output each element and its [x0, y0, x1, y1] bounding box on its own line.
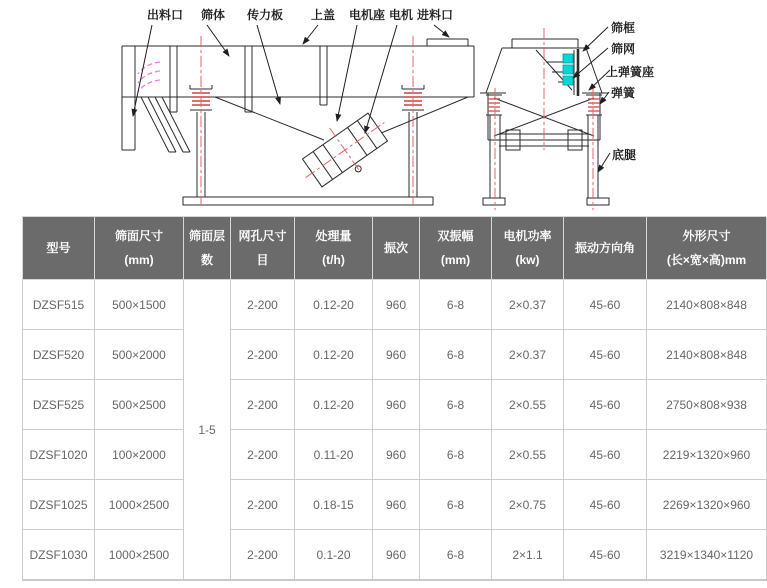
- cell-mesh-size: 2-200: [231, 380, 295, 430]
- label-bottom-leg: 底腿: [612, 148, 637, 162]
- cell-screen-size: 1000×2500: [95, 530, 184, 581]
- cell-vibration-angle: 45-60: [564, 480, 647, 530]
- outlet-duct: [122, 46, 135, 150]
- cell-dimensions: 2140×808×848: [647, 280, 767, 330]
- cell-mesh-size: 2-200: [231, 280, 295, 330]
- end-view-labels: [606, 20, 654, 162]
- cell-dimensions: 2750×808×938: [647, 380, 767, 430]
- force-plate-3: [320, 46, 327, 105]
- foot-left: [483, 198, 505, 205]
- table-row: [23, 280, 767, 330]
- col-header-frequency: 振次: [373, 217, 420, 280]
- spring-coils: [192, 93, 422, 105]
- cell-frequency: 960: [373, 380, 420, 430]
- cell-amplitude: 6-8: [420, 430, 492, 480]
- cell-capacity: 0.12-20: [295, 280, 373, 330]
- col-header-amplitude: 双振幅 (mm): [420, 217, 492, 280]
- col-header-mesh-size: 网孔尺寸 目: [231, 217, 295, 280]
- cell-model: DZSF520: [23, 330, 95, 380]
- discharge-chutes: [141, 97, 190, 152]
- vibrating-screen-diagram: [0, 0, 767, 215]
- label-force-plate: 传力板: [246, 8, 284, 22]
- cell-screen-size: 100×2000: [95, 430, 184, 480]
- label-top-cover: 上盖: [310, 8, 336, 22]
- label-inlet: 进料口: [416, 8, 454, 22]
- cell-dimensions: 2140×808×848: [647, 330, 767, 380]
- cell-frequency: 960: [373, 430, 420, 480]
- support-legs: [197, 112, 417, 197]
- cell-screen-size: 500×2500: [95, 380, 184, 430]
- cell-motor-power: 2×1.1: [492, 530, 564, 581]
- cell-mesh-size: 2-200: [231, 480, 295, 530]
- table-row: [23, 480, 767, 530]
- cell-model: DZSF1025: [23, 480, 95, 530]
- cell-dimensions: 2219×1320×960: [647, 430, 767, 480]
- cell-capacity: 0.12-20: [295, 380, 373, 430]
- cell-motor-power: 2×0.55: [492, 430, 564, 480]
- label-screen-body: 筛体: [200, 8, 226, 22]
- cell-amplitude: 6-8: [420, 280, 492, 330]
- label-outlet: 出料口: [146, 8, 184, 22]
- label-motor: 电机: [388, 8, 414, 22]
- cell-frequency: 960: [373, 280, 420, 330]
- screen-mesh-blocks: [563, 54, 573, 85]
- table-row: [23, 330, 767, 380]
- cell-vibration-angle: 45-60: [564, 530, 647, 581]
- col-header-vibration-angle: 振动方向角: [564, 217, 647, 280]
- cell-motor-power: 2×0.75: [492, 480, 564, 530]
- cell-capacity: 0.12-20: [295, 330, 373, 380]
- force-plate-2: [245, 46, 252, 112]
- col-header-screen-size: 筛面尺寸 (mm): [95, 217, 184, 280]
- label-spring: 弹簧: [611, 86, 636, 100]
- cell-amplitude: 6-8: [420, 530, 492, 581]
- col-header-capacity: 处理量 (t/h): [295, 217, 373, 280]
- col-header-model: 型号: [23, 217, 95, 280]
- col-header-motor-power: 电机功率 (kw): [492, 217, 564, 280]
- cell-amplitude: 6-8: [420, 480, 492, 530]
- label-motor-seat: 电机座: [348, 8, 386, 22]
- label-upper-spring-seat: 上弹簧座: [606, 65, 655, 79]
- end-view-legs: [490, 115, 598, 198]
- cell-model: DZSF515: [23, 280, 95, 330]
- cell-vibration-angle: 45-60: [564, 430, 647, 480]
- centerlines-side-view: [201, 36, 413, 205]
- cell-vibration-angle: 45-60: [564, 280, 647, 330]
- cell-layers-merged: 1-5: [184, 280, 231, 581]
- col-header-layers: 筛面层 数: [184, 217, 231, 280]
- side-view-labels: [147, 7, 453, 22]
- cell-screen-size: 1000×2500: [95, 480, 184, 530]
- cell-frequency: 960: [373, 530, 420, 581]
- table-row: [23, 430, 767, 480]
- label-screen-frame: 筛框: [611, 21, 636, 35]
- table-row: [23, 380, 767, 430]
- table-row: [23, 530, 767, 581]
- cell-mesh-size: 2-200: [231, 430, 295, 480]
- spec-table-body: [23, 280, 767, 581]
- cell-dimensions: 2269×1320×960: [647, 480, 767, 530]
- header-row: [23, 217, 767, 280]
- cell-screen-size: 500×2000: [95, 330, 184, 380]
- cell-capacity: 0.1-20: [295, 530, 373, 581]
- cell-amplitude: 6-8: [420, 380, 492, 430]
- spec-table-header: [23, 217, 767, 280]
- cell-capacity: 0.11-20: [295, 430, 373, 480]
- cell-mesh-size: 2-200: [231, 330, 295, 380]
- cell-amplitude: 6-8: [420, 330, 492, 380]
- cell-motor-power: 2×0.37: [492, 330, 564, 380]
- cell-screen-size: 500×1500: [95, 280, 184, 330]
- cell-vibration-angle: 45-60: [564, 330, 647, 380]
- cell-vibration-angle: 45-60: [564, 380, 647, 430]
- side-view-drawing: [122, 39, 474, 205]
- motor-assembly: [302, 113, 392, 194]
- cell-frequency: 960: [373, 480, 420, 530]
- cell-motor-power: 2×0.55: [492, 380, 564, 430]
- cell-capacity: 0.18-15: [295, 480, 373, 530]
- force-plate-1: [170, 46, 177, 112]
- col-header-dimensions: 外形尺寸 (长×宽×高)mm: [647, 217, 767, 280]
- cell-frequency: 960: [373, 330, 420, 380]
- cell-dimensions: 3219×1340×1120: [647, 530, 767, 581]
- spec-table: [22, 216, 767, 581]
- cell-model: DZSF1020: [23, 430, 95, 480]
- inlet-box: [427, 39, 468, 46]
- side-view-leader-lines: [133, 25, 449, 133]
- cell-motor-power: 2×0.37: [492, 280, 564, 330]
- cell-model: DZSF1030: [23, 530, 95, 581]
- label-screen-mesh: 筛网: [611, 42, 636, 56]
- cell-model: DZSF525: [23, 380, 95, 430]
- diagram-svg: [0, 0, 767, 215]
- cell-mesh-size: 2-200: [231, 530, 295, 581]
- base-plate: [183, 197, 433, 205]
- foot-right: [587, 198, 609, 205]
